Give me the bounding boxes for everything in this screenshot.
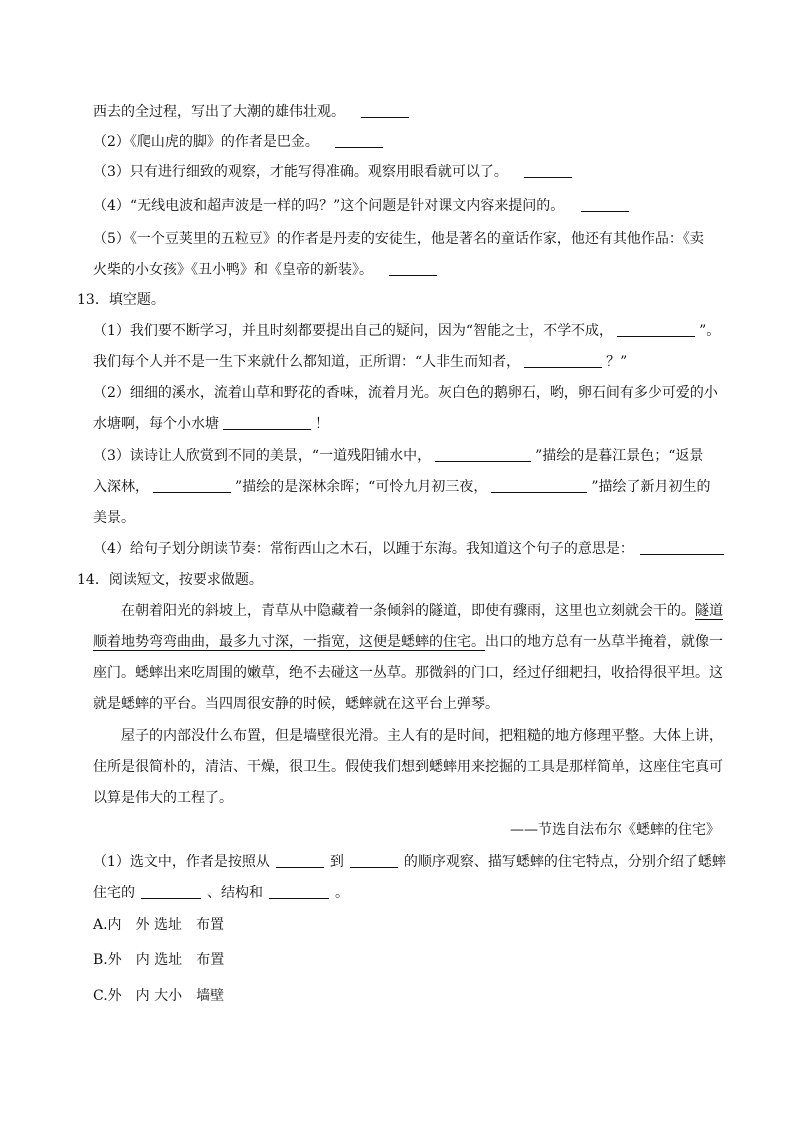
answer-blank[interactable]: [524, 353, 602, 368]
q14-sub1-line1: [93, 852, 726, 872]
answer-blank[interactable]: [141, 884, 201, 899]
q14-para1-line4: [93, 694, 499, 714]
answer-blank[interactable]: [491, 478, 587, 493]
option-a[interactable]: A.内 外 选址 布置: [93, 917, 225, 933]
q14-para1-line1: [121, 601, 723, 621]
q13-p3-text-2-c: ”描绘了新月初生的: [591, 479, 711, 495]
q14-title: 14．阅读短文，按要求做题。: [77, 572, 263, 588]
q13-p2-text: （2）细细的溪水，流着山草和野花的香味，流着月光。灰白色的鹅卵石，哟，卵石间有多少可爱的小: [93, 385, 718, 401]
q14-para2-text-3: 以算是伟大的工程了。: [93, 790, 233, 806]
q14-sub1-text: （1）选文中，作者是按照从: [93, 854, 270, 870]
q14-para2-line3: [93, 788, 233, 808]
q12-item-3: [93, 162, 572, 182]
q14-sub1-text-c: 的顺序观察、描写蟋蟀的住宅特点，分别介绍了蟋蟀: [403, 854, 726, 870]
q13-p2-line1: [93, 383, 718, 403]
q12-item-4-text: （4）“无线电波和超声波是一样的吗？”这个问题是针对课文内容来提问的。: [93, 198, 565, 214]
answer-blank[interactable]: [350, 853, 398, 868]
q13-p1-line1: [93, 321, 720, 341]
answer-blank[interactable]: [153, 478, 231, 493]
q12-item-5-text-2: 火柴的小女孩》《丑小鸭》和《皇帝的新装》。: [93, 262, 373, 278]
q14-para2-line1: [121, 726, 723, 746]
q12-item-cont: [93, 102, 409, 122]
q13-p2-line2: [93, 414, 329, 434]
q12-item-2-text: （2）《爬山虎的脚》的作者是巴金。: [93, 134, 319, 150]
q13-p1-text-end: ”。: [699, 323, 721, 339]
q12-item-5-line2: [93, 260, 437, 280]
q13-p4-text: （4）给句子划分朗读节奏：常衔西山之木石，以踵于东海。我知道这个句子的意思是：: [93, 541, 634, 557]
q12-item-3-text: （3）只有进行细致的观察，才能写得准确。观察用眼看就可以了。: [93, 164, 508, 180]
q14-para1-text: 在朝着阳光的斜坡上，青草从中隐藏着一条倾斜的隧道，即使有骤雨，这里也立刻就会干的。: [121, 603, 695, 619]
answer-blank[interactable]: [223, 415, 311, 430]
q13-p1-text-2: 我们每个人并不是一生下来就什么都知道，正所谓：“人非生而知者，: [93, 354, 521, 370]
q12-item-5-text: （5）《一个豆荚里的五粒豆》的作者是丹麦的安徒生，他是著名的童话作家，他还有其他作品：《卖: [93, 231, 704, 247]
q14-para1-text-4: 就是蟋蟀的平台。当四周很安静的时候，蟋蟀就在这平台上弹琴。: [93, 696, 499, 712]
q14-para1-line3: [93, 663, 723, 683]
answer-blank[interactable]: [361, 103, 409, 118]
q13-p1-line2: [93, 352, 627, 372]
q12-item-5-line1: [93, 229, 704, 249]
q14-sub1-line2: [93, 883, 349, 903]
q13-p3-text-2-b: ”描绘的是深林余晖；“可怜九月初三夜，: [235, 479, 488, 495]
q13-p3-text-2: 入深林，: [93, 479, 149, 495]
answer-blank[interactable]: [581, 197, 629, 212]
q13-p2-text-2-end: ！: [315, 416, 329, 432]
q14-para2-text-2: 住所是很简朴的，清洁、干燥，很卫生。假使我们想到蟋蟀用来挖掘的工具是那样简单，这座住宅真可: [93, 759, 723, 775]
q14-sub1-text-2-c: 。: [335, 885, 349, 901]
underlined-sentence: 隧道: [695, 603, 723, 619]
option-c[interactable]: C.外 内 大小 墙壁: [93, 988, 225, 1004]
option-b[interactable]: B.外 内 选址 布置: [93, 952, 225, 968]
q13-p3-text-3: 美景。: [93, 510, 135, 526]
q13-p3-text-b: ”描绘的是暮江景色；“返景: [535, 448, 704, 464]
source-attribution: ——节选自法布尔《蟋蟀的住宅》: [510, 822, 720, 838]
q14-sub1-text-2-b: 、结构和: [207, 885, 263, 901]
q13-p3-text: （3）读诗让人欣赏到不同的美景，“一道残阳铺水中，: [93, 448, 432, 464]
q12-item-4: [93, 196, 629, 216]
q13-title: 13．填空题。: [77, 292, 165, 308]
q13-p3-line2: [93, 477, 711, 497]
answer-blank[interactable]: [617, 322, 695, 337]
q14-para1-line2: [93, 632, 723, 652]
q12-item-cont-text: 西去的全过程，写出了大潮的雄伟壮观。: [93, 104, 345, 120]
q13-p3-line3: [93, 508, 135, 528]
answer-blank[interactable]: [640, 540, 724, 555]
answer-blank[interactable]: [276, 853, 324, 868]
q14-para2-text: 屋子的内部没什么布置，但是墙壁很光滑。主人有的是时间，把粗糙的地方修理平整。大体上讲，: [121, 728, 723, 744]
answer-blank[interactable]: [389, 261, 437, 276]
answer-blank[interactable]: [524, 163, 572, 178]
underlined-sentence-cont: 顺着地势弯弯曲曲，最多九寸深，一指宽，这便是蟋蟀的住宅。: [93, 634, 485, 650]
q14-sub1-text-b: 到: [329, 854, 344, 870]
q13-p2-text-2: 水塘啊，每个小水塘: [93, 416, 219, 432]
q13-p1-text-2-end: ？”: [606, 354, 628, 370]
answer-blank[interactable]: [335, 133, 383, 148]
q14-para1-text-2: 出口的地方总有一丛草半掩着，就像一: [485, 634, 723, 650]
answer-blank[interactable]: [269, 884, 329, 899]
q13-p4: [93, 539, 724, 559]
q13-p3-line1: [93, 446, 703, 466]
q13-p1-text: （1）我们要不断学习，并且时刻都要提出自己的疑问，因为“智能之士，不学不成，: [93, 323, 614, 339]
q14-para2-line2: [93, 757, 723, 777]
answer-blank[interactable]: [435, 447, 531, 462]
q14-para1-text-3: 座门。蟋蟀出来吃周围的嫩草，绝不去碰这一丛草。那微斜的门口，经过仔细耙扫，收拾得很平坦。这: [93, 665, 723, 681]
q14-sub1-text-2: 住宅的: [93, 885, 135, 901]
q12-item-2: [93, 132, 383, 152]
